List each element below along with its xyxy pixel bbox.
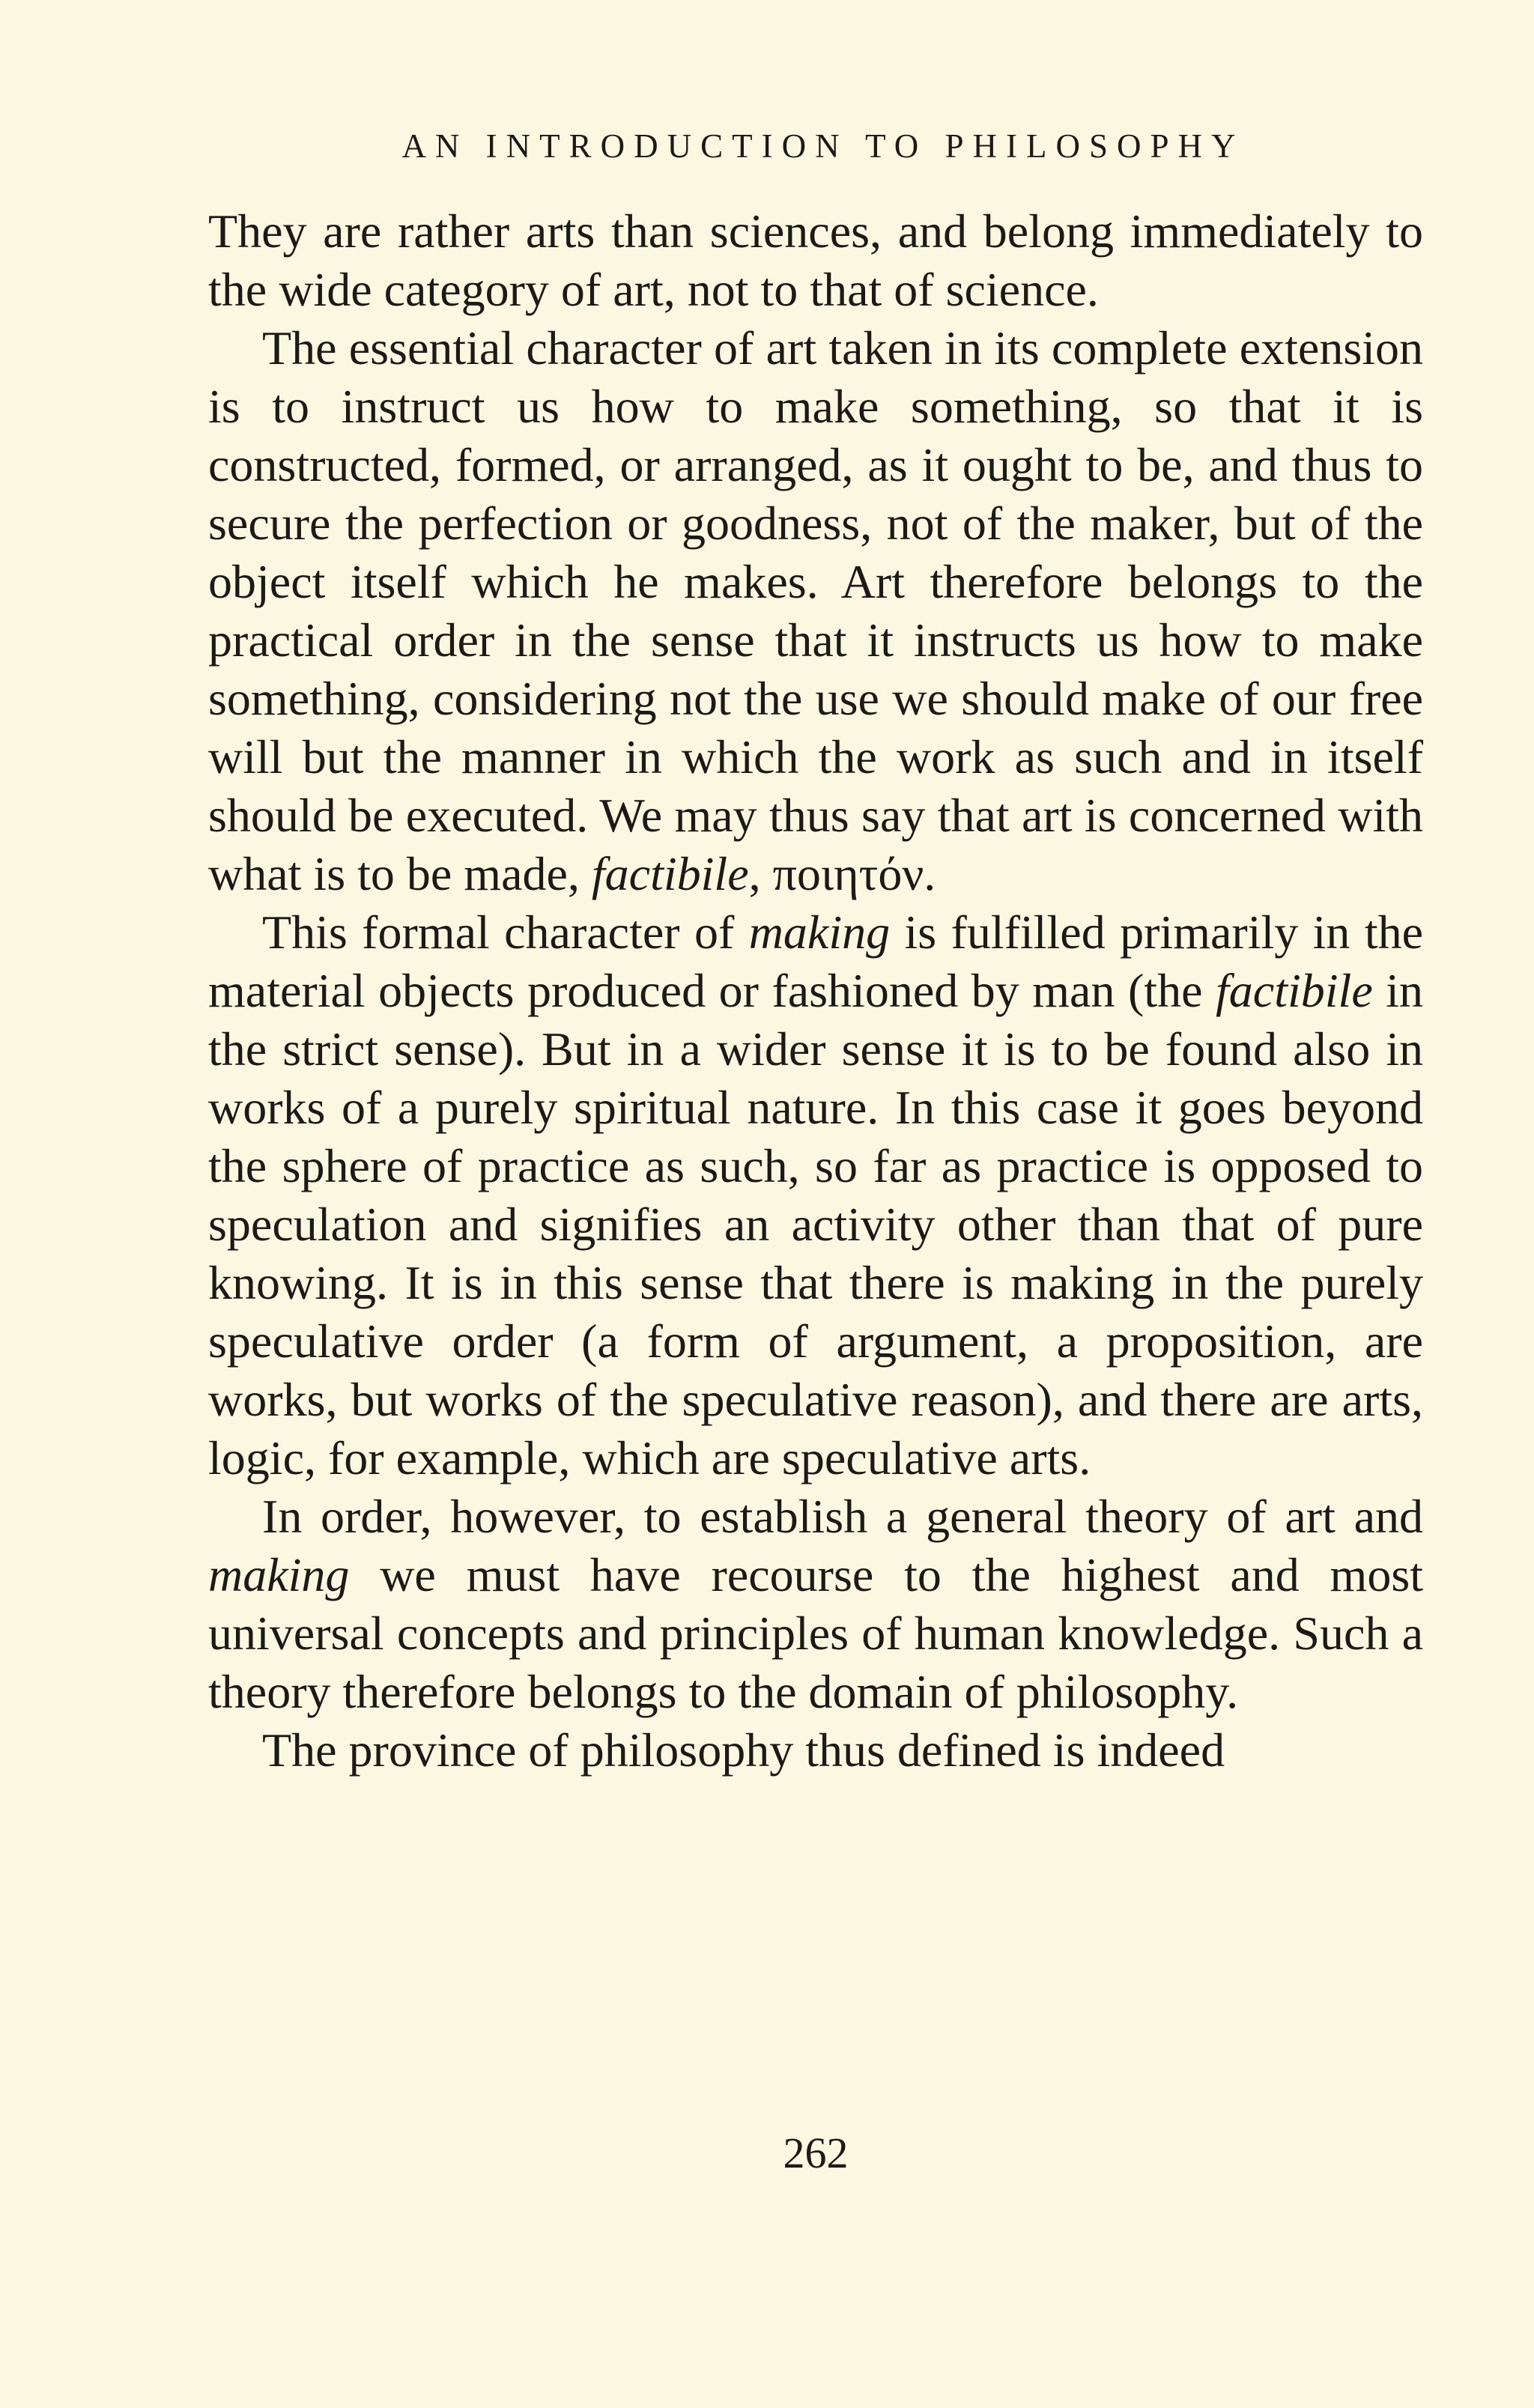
text-run: In order, however, to establish a general theory of art and (262, 1490, 1423, 1543)
text-run: is fulfilled primarily in the material objects produced or fashioned by man (the (208, 906, 1424, 1017)
italic-term: making (748, 906, 891, 959)
paragraph-continued (208, 1721, 1423, 1780)
running-head: AN INTRODUCTION TO PHILOSOPHY (401, 127, 1245, 165)
body-text (208, 202, 1423, 1780)
text-run: This formal character of (262, 906, 749, 959)
italic-term: factibile (591, 847, 749, 900)
paragraph (208, 202, 1423, 319)
page-number: 262 (783, 2129, 849, 2177)
paragraph (208, 1487, 1423, 1721)
text-run: The province of philosophy thus defined is indeed (262, 1723, 1225, 1777)
text-run: The essential character of art taken in its complete extension is to instruct us how to make something, so that it is constructed, formed, or arranged, as it ought to be, and thus to secure the perfection or goodness, not of the maker, but of the object itself which he makes. Art therefore belongs to the practical order in the sense that it instructs us how to make something, considering not the use we should make of our free will but the manner in which the work as such and in itself should be executed. We may thus say that art is concerned with what is to be made, (208, 321, 1423, 900)
text-run: They are rather arts than sciences, and belong immediately to the wide category of art, not to that of science. (208, 204, 1423, 316)
paragraph (208, 903, 1423, 1487)
text-run: in the strict sense). But in a wider sense it is to be found also in works of a purely spiritual nature. In this case it goes beyond the sphere of practice as such, so far as practice is opposed to speculation and signifies an activity other than that of pure knowing. It is in this sense that there is making in the purely speculative order (a form of argument, a proposition, are works, but works of the speculative reason), and there are arts, logic, for example, which are speculative arts. (208, 964, 1424, 1484)
italic-term: factibile (1216, 964, 1373, 1017)
italic-term: making (208, 1548, 350, 1601)
text-run: we must have recourse to the highest and most universal concepts and principles of human knowledge. Such a theory therefore belongs to the domain of philosophy. (208, 1548, 1423, 1718)
book-page (208, 120, 1423, 2217)
text-run: , ποιητόν. (748, 847, 936, 900)
paragraph (208, 319, 1423, 903)
